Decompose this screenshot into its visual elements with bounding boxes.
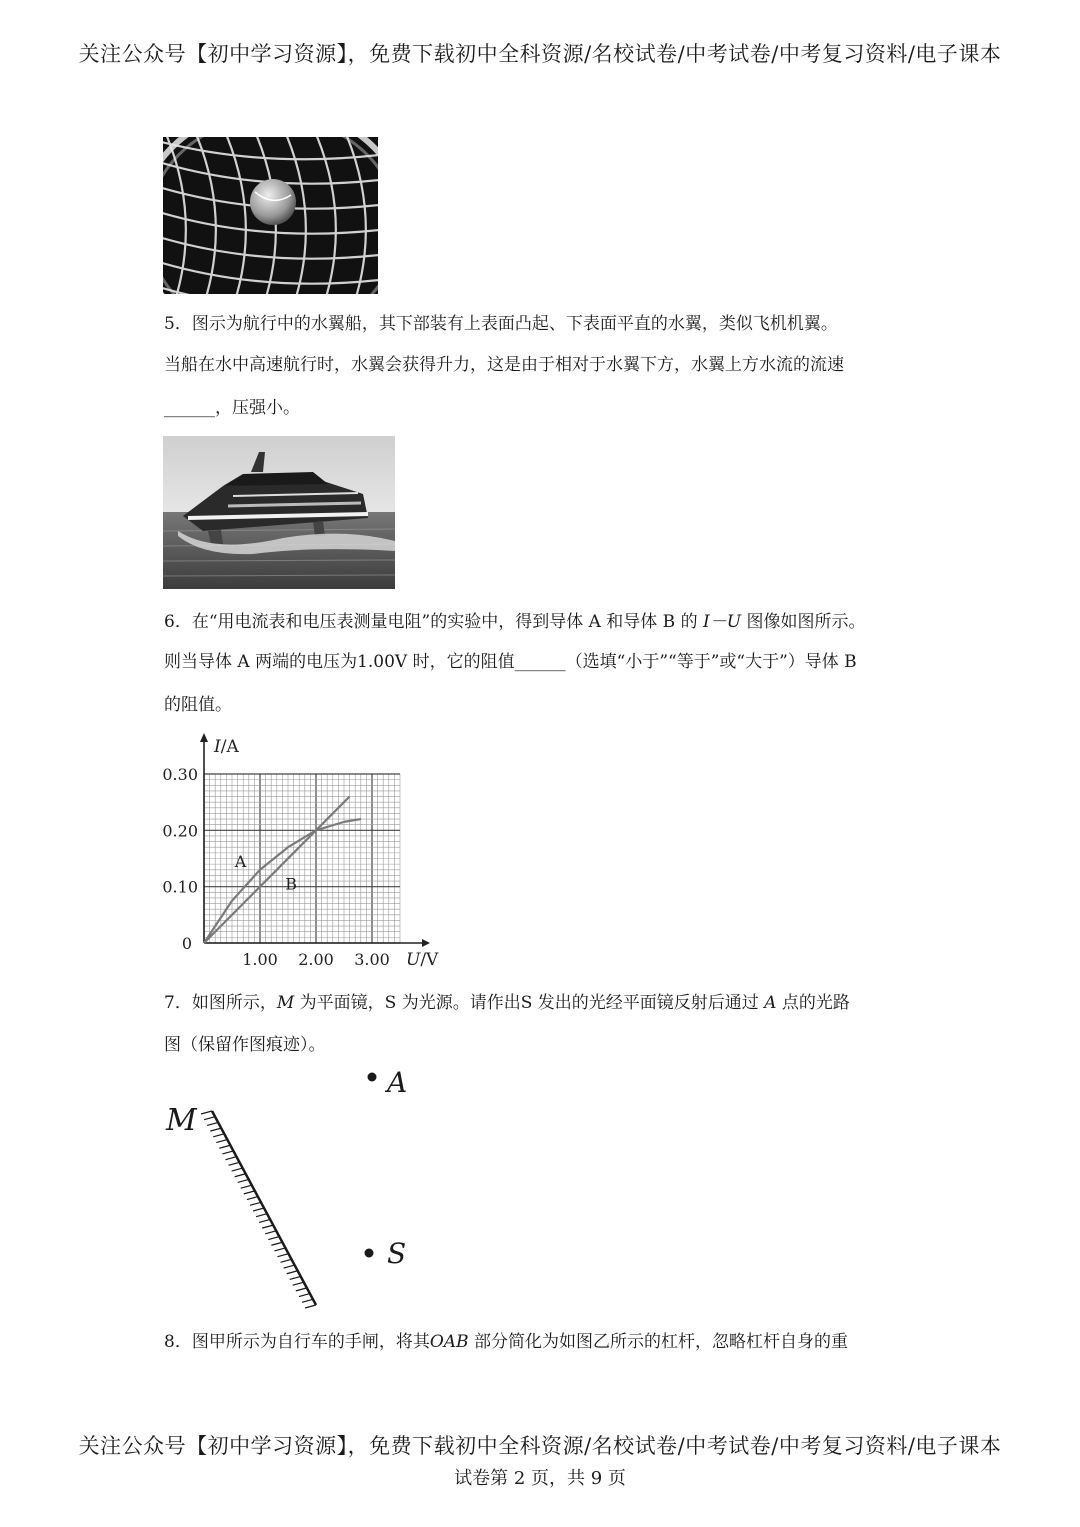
q6-line2: [164, 652, 934, 672]
y-tick-label: 0.30: [162, 765, 198, 784]
q7-point-a-symbol: A: [764, 993, 777, 1013]
series-label-a: A: [234, 851, 247, 871]
header-banner: 关注公众号【初中学习资源】，免费下载初中全科资源/名校试卷/中考试卷/中考复习资料/电子课本: [78, 42, 1002, 66]
q7-line1-text-b: 为平面镜，S 为光源。请作出S 发出的光经平面镜反射后通过: [294, 993, 765, 1013]
q7-line2: 图（保留作图痕迹）。: [164, 1035, 326, 1055]
q5-line2: 当船在水中高速航行时，水翼会获得升力，这是由于相对于水翼下方，水翼上方水流的流速: [164, 355, 844, 375]
hatch-mark: [222, 1151, 233, 1154]
q6-iu-symbol: I－U: [703, 612, 742, 632]
hatch-mark: [244, 1191, 255, 1194]
q8-line1: [164, 1332, 934, 1352]
hatch-mark: [235, 1174, 246, 1177]
q6-line2-text-a: 则当导体 A 两端的电压为1.00V 时，它的阻值: [164, 652, 515, 672]
plane-mirror-figure: [160, 1060, 460, 1320]
x-axis-arrow: [422, 939, 430, 947]
hatch-mark: [253, 1208, 264, 1211]
chart-grid: [204, 774, 400, 943]
hatch-mark: [271, 1242, 282, 1245]
hatch-mark: [277, 1254, 288, 1257]
x-tick-label: 2.00: [298, 950, 334, 969]
hatch-mark: [274, 1248, 285, 1251]
x-tick-label: 1.00: [242, 950, 278, 969]
hatch-mark: [281, 1259, 292, 1262]
point-s-label: S: [387, 1237, 407, 1270]
point-a-dot: [368, 1073, 377, 1082]
hatch-mark: [219, 1145, 230, 1148]
q7-mirror-symbol: M: [276, 993, 295, 1013]
hatch-mark: [207, 1122, 218, 1125]
y-axis-label: I/A: [214, 737, 239, 757]
q6-line1: [164, 612, 934, 632]
hatch-mark: [293, 1282, 304, 1285]
q7-line1-text-a: 7．如图所示，: [164, 993, 277, 1013]
series-label-b: B: [285, 874, 297, 894]
page-number: 试卷第 2 页，共 9 页: [454, 1468, 626, 1489]
q6-line3: 的阻值。: [164, 695, 232, 715]
q6-answer-blank: ______: [514, 652, 566, 672]
hatch-mark: [210, 1128, 221, 1131]
mirror-label: M: [166, 1103, 197, 1138]
hatch-mark: [201, 1111, 212, 1114]
iu-graph: [150, 730, 460, 975]
hatch-mark: [265, 1231, 276, 1234]
q6-line1-text-a: 6．在“用电流表和电压表测量电阻”的实验中，得到导体 A 和导体 B 的: [164, 612, 703, 632]
point-a-label: A: [387, 1066, 408, 1099]
hatch-mark: [247, 1197, 258, 1200]
q5-line3: [164, 398, 934, 418]
footer-banner: 关注公众号【初中学习资源】，免费下载初中全科资源/名校试卷/中考试卷/中考复习资料/电子课本: [78, 1434, 1002, 1458]
hatch-mark: [213, 1134, 224, 1137]
x-axis-label: U/V: [406, 950, 439, 970]
hatch-mark: [259, 1219, 270, 1222]
y-tick-label: 0.20: [162, 821, 198, 841]
q5-line3-text: ，压强小。: [215, 398, 300, 418]
hatch-mark: [225, 1157, 236, 1160]
hatch-mark: [299, 1294, 310, 1297]
q8-oab-symbol: OAB: [429, 1332, 469, 1352]
hatch-mark: [296, 1288, 307, 1291]
q8-line1-text-b: 部分简化为如图乙所示的杠杆，忽略杠杆自身的重: [468, 1332, 848, 1352]
origin-label: 0: [181, 934, 192, 953]
q5-line1: 5．图示为航行中的水翼船，其下部装有上表面凸起、下表面平直的水翼，类似飞机机翼。: [164, 314, 838, 334]
y-tick-label: 0.10: [162, 877, 198, 897]
hatch-mark: [305, 1305, 316, 1308]
hatch-mark: [232, 1168, 243, 1171]
hatch-mark: [250, 1202, 261, 1205]
q7-line1-text-c: 点的光路: [776, 993, 850, 1013]
hatch-mark: [302, 1299, 313, 1302]
q7-line1: [164, 993, 934, 1013]
hatch-mark: [204, 1117, 215, 1120]
hatch-mark: [284, 1265, 295, 1268]
q8-line1-text-a: 8．图甲所示为自行车的手闸，将其: [164, 1332, 430, 1352]
x-tick-label: 3.00: [354, 950, 390, 969]
hydrofoil-ship-photo: [163, 436, 395, 589]
hatch-mark: [262, 1225, 273, 1228]
y-axis-arrow: [200, 733, 208, 742]
mirror-hatching: [201, 1111, 316, 1308]
hatch-mark: [241, 1185, 252, 1188]
hatch-mark: [216, 1140, 227, 1143]
hatch-mark: [238, 1179, 249, 1182]
hatch-mark: [268, 1237, 279, 1240]
point-s-dot: [365, 1249, 374, 1258]
hatch-mark: [287, 1271, 298, 1274]
hatch-mark: [256, 1214, 267, 1217]
q6-line2-text-b: （选填“小于”“等于”或“大于”）导体 B: [565, 652, 857, 672]
q6-line1-text-b: 图像如图所示。: [741, 612, 866, 632]
q5-answer-blank: ______: [164, 398, 215, 418]
hatch-mark: [290, 1276, 301, 1279]
hatch-mark: [229, 1162, 240, 1165]
tennis-racket-photo: [163, 137, 378, 294]
